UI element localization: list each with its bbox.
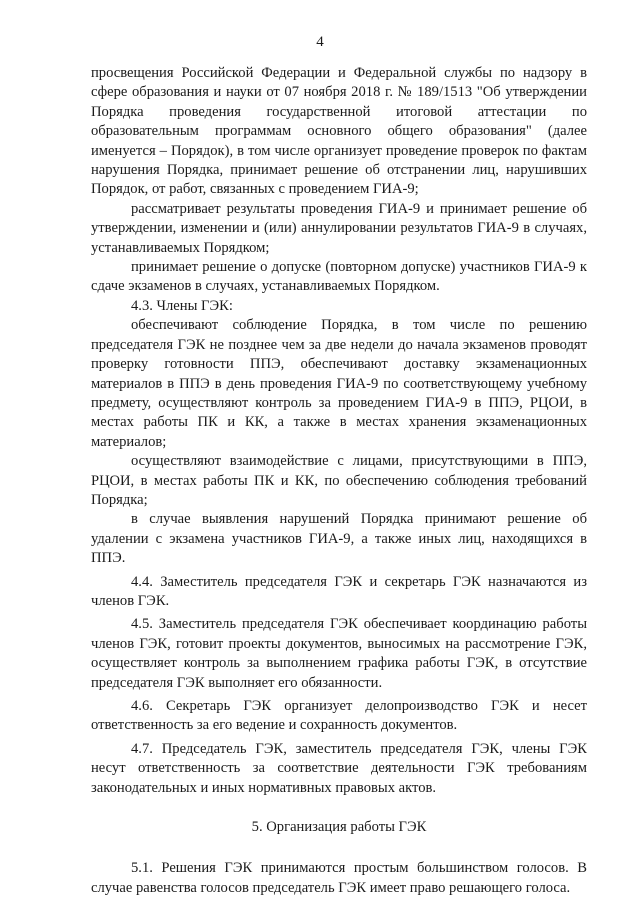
paragraph-admission-decision: принимает решение о допуске (повторном допуске) участников ГИА-9 к сдаче экзаменов в случаях, устанавливаемых Порядком. [91, 259, 587, 295]
page-number: 4 [316, 34, 324, 50]
paragraph-4-5: 4.5. Заместитель председателя ГЭК обеспечивает координацию работы членов ГЭК, готовит проекты документов, выносимых на рассмотрение ГЭК, осуществляет контроль за выполнением графика работы ГЭК, в отсутствие председателя ГЭК выполняет его обязанности. [91, 616, 587, 691]
paragraph-5-1: 5.1. Решения ГЭК принимаются простым большинством голосов. В случае равенства голосов председатель ГЭК имеет право решающего голоса. [91, 860, 587, 896]
paragraph-4-4: 4.4. Заместитель председателя ГЭК и секретарь ГЭК назначаются из членов ГЭК. [91, 573, 587, 609]
paragraph-interaction: осуществляют взаимодействие с лицами, присутствующими в ППЭ, РЦОИ, в местах работы ПК и КК, по обеспечению соблюдения требований Порядка; [91, 453, 587, 508]
paragraph-review-results: рассматривает результаты проведения ГИА-9 и принимает решение об утверждении, изменении и (или) аннулировании результатов ГИА-9 в случаях, устанавливаемых Порядком; [91, 200, 587, 256]
paragraph-ensure-compliance: обеспечивают соблюдение Порядка, в том числе по решению председателя ГЭК не позднее чем за две недели до начала экзаменов проводят проверку готовности ППЭ, обеспечивают доставку экзаменационных материалов в ППЭ в день проведения ГИА-9 по соответствующему учебному предмету, осуществляют контроль за проведением ГИА-9 в ППЭ, РЦОИ, в местах работы ПК и КК, а также в местах хранения экзаменационных материалов; [91, 317, 587, 450]
paragraph-continuation: просвещения Российской Федерации и Федеральной службы по надзору в сфере образования и науки от 07 ноября 2018 г. № 189/1513 "Об утверждении Порядка проведения государственной итоговой аттестации по образовательным программам основного общего образования" (далее именуется – Порядок), в том числе организует проведение проверок по фактам нарушения Порядка, принимает решение об отстранении лиц, нарушивших Порядок, от работ, связанных с проведением ГИА-9; [91, 65, 587, 198]
section-heading: 5. Организация работы ГЭК [251, 819, 427, 836]
paragraph-4-7: 4.7. Председатель ГЭК, заместитель председателя ГЭК, члены ГЭК несут ответственность за соответствие деятельности ГЭК требованиям законодательных и иных нормативных правовых актов. [91, 740, 587, 796]
document-body [91, 64, 587, 898]
paragraph-4-6: 4.6. Секретарь ГЭК организует делопроизводство ГЭК и несет ответственность за его ведение и сохранность документов. [91, 698, 587, 734]
paragraph-violations: в случае выявления нарушений Порядка принимают решение об удалении с экзамена участников ГИА-9, а также иных лиц, находящихся в ППЭ. [91, 511, 587, 567]
paragraph-4-3-heading: 4.3. Члены ГЭК: [131, 297, 233, 314]
